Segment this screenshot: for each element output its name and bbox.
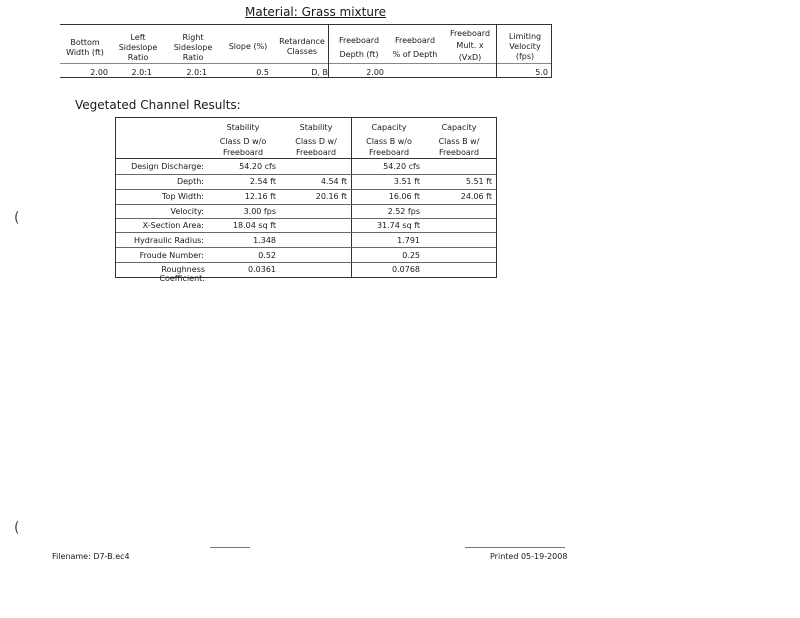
cell: 16.06 ft <box>388 192 420 201</box>
cell: 0.0768 <box>392 265 420 274</box>
footer-printed-date: Printed 05-19-2008 <box>490 552 568 561</box>
cell: 3.51 ft <box>393 177 420 186</box>
header-bottom-width: Bottom Width (ft) <box>66 38 104 57</box>
value-left-sideslope: 2.0:1 <box>131 68 152 77</box>
results-row-rule <box>116 204 496 205</box>
value-freeboard-depth: 2.00 <box>366 68 384 77</box>
cell: 1.791 <box>397 236 420 245</box>
row-label: Design Discharge: <box>131 162 204 171</box>
col-capacity-no-freeboard: Capacity Class B w/o Freeboard <box>366 123 412 157</box>
footer-rule-left <box>210 547 250 548</box>
results-table <box>115 117 497 283</box>
material-title: Material: Grass mixture <box>245 5 386 19</box>
header-freeboard-mult: Freeboard Mult. x (VxD) <box>449 29 491 62</box>
cell: 31.74 sq ft <box>376 221 420 230</box>
cell: 2.54 ft <box>249 177 276 186</box>
material-divider-1 <box>328 25 329 78</box>
cell: 3.00 fps <box>243 207 276 216</box>
row-label: Depth: <box>176 177 204 186</box>
header-right-sideslope: Right Sideslope Ratio <box>173 33 213 62</box>
material-top-rule <box>60 24 552 25</box>
cell: 24.06 ft <box>460 192 492 201</box>
col-stability-freeboard: Stability Class D w/ Freeboard <box>295 123 337 157</box>
cell: 0.25 <box>402 251 420 260</box>
header-freeboard-pct: Freeboard % of Depth <box>392 36 438 59</box>
results-row-rule <box>116 189 496 190</box>
results-title: Vegetated Channel Results: <box>75 98 241 112</box>
cell: 18.04 sq ft <box>232 221 276 230</box>
cell: 20.16 ft <box>315 192 347 201</box>
header-freeboard-depth: Freeboard Depth (ft) <box>338 36 380 59</box>
row-label: Hydraulic Radius: <box>134 236 204 245</box>
header-limiting-velocity: Limiting Velocity (fps) <box>508 32 542 61</box>
material-bottom-rule <box>60 77 552 78</box>
row-label: Velocity: <box>170 207 204 216</box>
cell: 0.0361 <box>248 265 276 274</box>
header-retardance: Retardance Classes <box>279 37 325 56</box>
cell: 2.52 fps <box>387 207 420 216</box>
row-label: X-Section Area: <box>142 221 204 230</box>
header-left-sideslope: Left Sideslope Ratio <box>118 33 158 62</box>
row-label: Froude Number: <box>139 251 204 260</box>
col-stability-no-freeboard: Stability Class D w/o Freeboard <box>219 123 267 157</box>
binder-hole-mark: ( <box>14 210 20 226</box>
value-bottom-width: 2.00 <box>90 68 108 77</box>
cell: 5.51 ft <box>465 177 492 186</box>
footer-filename: Filename: D7-B.ec4 <box>52 552 130 561</box>
col-capacity-freeboard: Capacity Class B w/ Freeboard <box>438 123 480 157</box>
value-limiting-velocity: 5.0 <box>535 68 548 77</box>
header-slope: Slope (%) <box>228 42 268 51</box>
footer-rule-right <box>465 547 565 548</box>
row-label: Top Width: <box>162 192 204 201</box>
material-divider-2 <box>496 25 497 78</box>
results-row-rule <box>116 218 496 219</box>
results-row-rule <box>116 247 496 248</box>
cell: 4.54 ft <box>320 177 347 186</box>
results-row-rule <box>116 174 496 175</box>
binder-hole-mark: ( <box>14 520 20 536</box>
results-row-rule <box>116 262 496 263</box>
results-header-rule <box>116 158 496 159</box>
cell: 54.20 cfs <box>239 162 276 171</box>
cell: 1.348 <box>253 236 276 245</box>
results-row-rule <box>116 232 496 233</box>
cell: 12.16 ft <box>244 192 276 201</box>
value-retardance: D, B <box>311 68 328 77</box>
cell: 0.52 <box>258 251 276 260</box>
results-mid-divider <box>351 118 352 277</box>
material-right-border <box>551 25 552 78</box>
value-slope: 0.5 <box>256 68 269 77</box>
row-label: Roughness Coefficient: <box>159 265 205 283</box>
cell: 54.20 cfs <box>383 162 420 171</box>
value-right-sideslope: 2.0:1 <box>186 68 207 77</box>
